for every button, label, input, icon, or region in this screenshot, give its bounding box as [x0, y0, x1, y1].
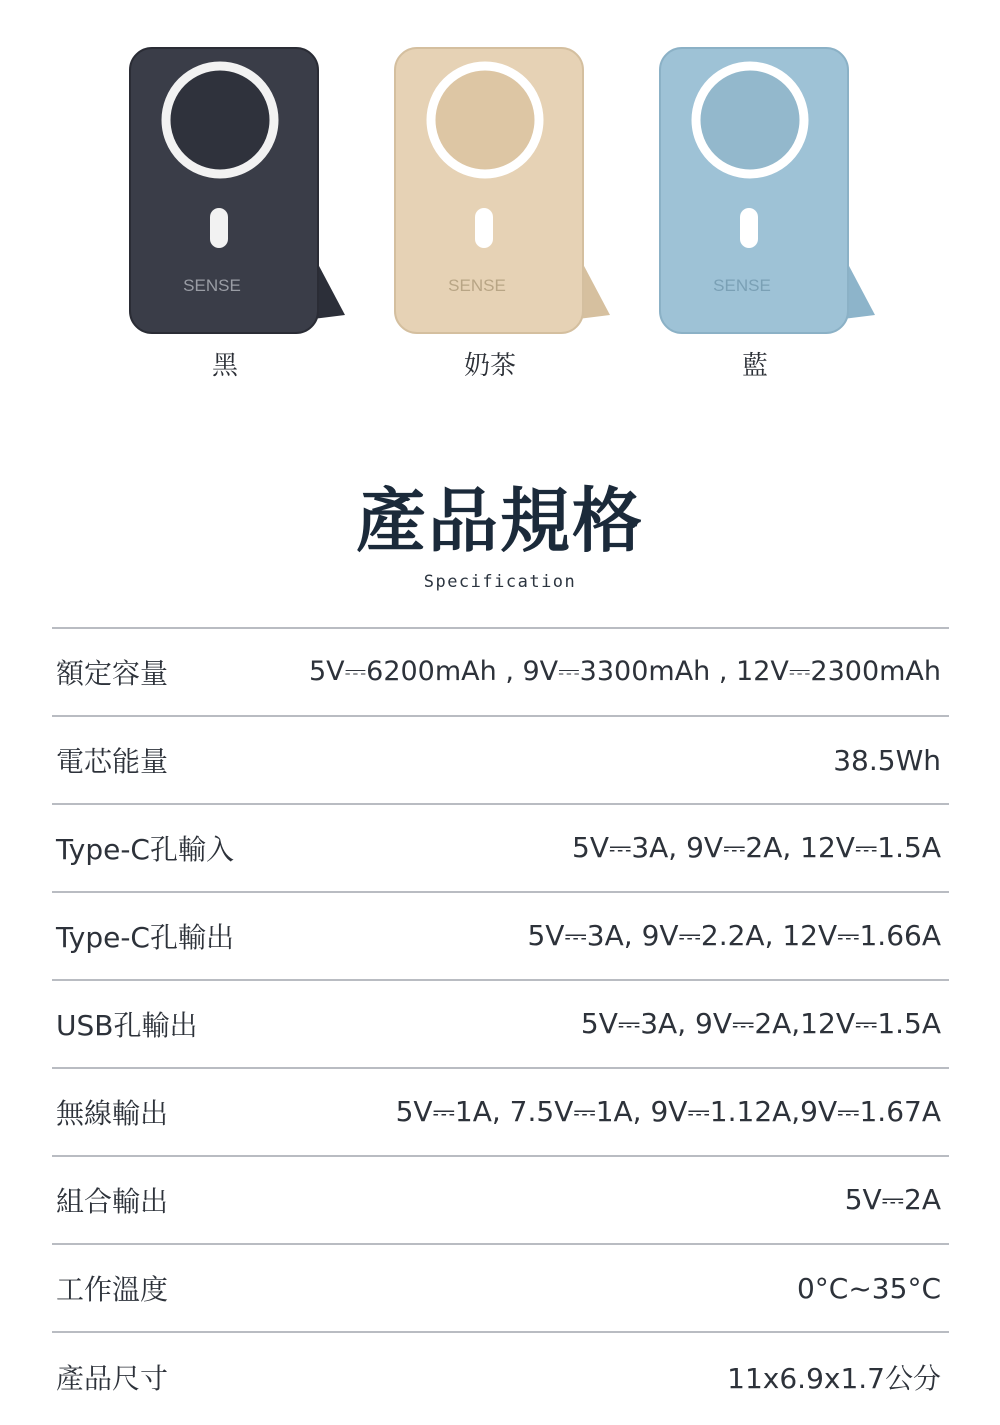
spec-value: 0°C~35°C	[796, 1271, 941, 1305]
product-blue	[630, 40, 880, 385]
spec-table	[52, 627, 949, 1421]
spec-row-usb-output	[52, 981, 949, 1069]
spec-value: 5V⎓2A	[844, 1183, 941, 1216]
spec-row-typec-input	[52, 805, 949, 893]
spec-value: 11x6.9x1.7公分	[727, 1362, 941, 1395]
color-label-milk-tea: 奶茶	[463, 351, 516, 381]
color-label-blue: 藍	[741, 351, 768, 381]
spec-value: 5V⎓6200mAh , 9V⎓3300mAh , 12V⎓2300mAh	[308, 656, 941, 687]
power-bank-milk-tea-image	[365, 40, 615, 340]
spec-label: 產品尺寸	[56, 1362, 169, 1395]
spec-value: 5V⎓3A, 9V⎓2A,12V⎓1.5A	[580, 1007, 941, 1040]
spec-label: 電芯能量	[56, 745, 169, 778]
page-subtitle: Specification	[423, 572, 577, 592]
power-bank-black-image	[100, 40, 350, 340]
product-color-showcase	[0, 0, 1000, 400]
spec-value: 38.5Wh	[833, 743, 941, 777]
product-black	[100, 40, 350, 385]
spec-row-cell-energy	[52, 717, 949, 805]
spec-label: Type-C孔輸入	[56, 833, 234, 866]
spec-label: 工作溫度	[56, 1273, 169, 1306]
spec-label: 額定容量	[56, 657, 169, 690]
spec-value: 5V⎓1A, 7.5V⎓1A, 9V⎓1.12A,9V⎓1.67A	[395, 1095, 941, 1128]
brand-logo-text: SENSE	[183, 276, 241, 295]
product-milk-tea	[365, 40, 615, 385]
power-bank-blue-image	[630, 40, 880, 340]
spec-value: 5V⎓3A, 9V⎓2.2A, 12V⎓1.66A	[527, 919, 941, 952]
spec-row-typec-output	[52, 893, 949, 981]
spec-row-rated-capacity	[52, 629, 949, 717]
page-title: 產品規格	[356, 480, 644, 562]
spec-row-product-size	[52, 1333, 949, 1421]
brand-logo-text: SENSE	[448, 276, 506, 295]
spec-row-wireless-output	[52, 1069, 949, 1157]
spec-label: 組合輸出	[56, 1185, 169, 1218]
brand-logo-text: SENSE	[713, 276, 771, 295]
spec-row-operating-temperature	[52, 1245, 949, 1333]
spec-heading	[0, 465, 1000, 592]
spec-label: USB孔輸出	[56, 1009, 198, 1042]
spec-label: Type-C孔輸出	[56, 921, 234, 954]
spec-row-combined-output	[52, 1157, 949, 1245]
spec-label: 無線輸出	[56, 1097, 169, 1130]
spec-value: 5V⎓3A, 9V⎓2A, 12V⎓1.5A	[572, 831, 941, 864]
color-label-black: 黑	[211, 351, 238, 381]
